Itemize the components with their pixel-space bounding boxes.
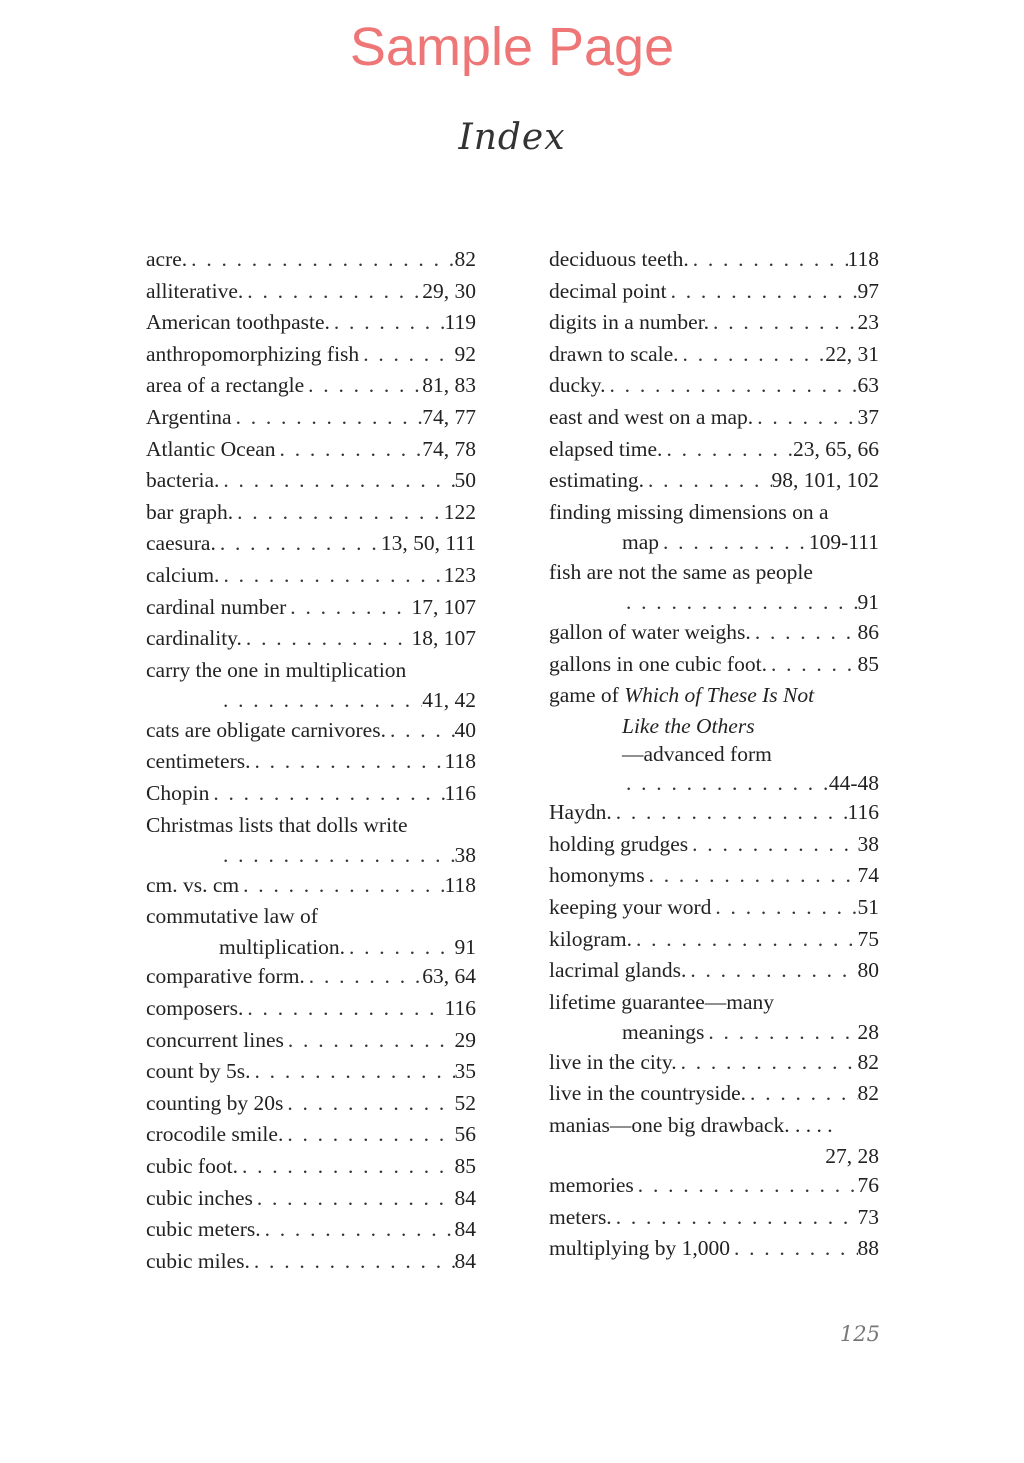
index-entry — [146, 276, 476, 308]
dot-leader — [284, 1025, 455, 1057]
index-pages: 119 — [444, 310, 476, 335]
index-pages: 92 — [454, 341, 476, 366]
index-pages: 118 — [444, 749, 476, 774]
dot-leader — [386, 715, 455, 747]
index-entry — [146, 1151, 476, 1183]
index-term: acre. — [146, 247, 188, 271]
dot-leader — [622, 769, 829, 798]
index-pages: 52 — [454, 1090, 476, 1115]
index-pages: 29, 30 — [422, 278, 476, 303]
dot-leader — [187, 244, 454, 276]
index-pages: 23 — [857, 310, 879, 335]
dot-leader — [233, 497, 444, 529]
dot-leader — [304, 370, 422, 402]
index-term: concurrent lines — [146, 1027, 284, 1052]
dot-leader — [219, 841, 455, 870]
index-term: memories — [549, 1173, 634, 1198]
index-term: anthropomorphizing fish — [146, 341, 360, 366]
index-pages: 116 — [847, 800, 879, 825]
index-term: Christmas lists that dolls write — [146, 812, 408, 837]
index-term-italic: Which of These Is Not — [624, 683, 815, 708]
index-term: holding grudges — [549, 831, 689, 856]
index-pages: 84 — [454, 1248, 476, 1273]
index-entry — [146, 715, 476, 747]
index-pages: 91 — [857, 590, 879, 615]
index-pages: 73 — [857, 1204, 879, 1229]
index-entry — [146, 434, 476, 466]
index-entry — [146, 961, 476, 993]
index-entry — [549, 307, 879, 339]
dot-leader — [261, 1214, 455, 1246]
dot-leader — [645, 860, 858, 892]
dot-leader — [677, 1047, 858, 1079]
index-pages: 82 — [857, 1049, 879, 1074]
index-entry — [146, 810, 476, 870]
index-entry — [549, 829, 879, 861]
index-entry — [146, 993, 476, 1025]
dot-leader — [219, 560, 443, 592]
index-entry — [549, 339, 879, 371]
index-term: kilogram. — [549, 926, 632, 951]
dot-leader — [753, 402, 857, 434]
index-pages: 84 — [454, 1185, 476, 1210]
index-pages: 51 — [857, 895, 879, 919]
dot-leader — [667, 276, 858, 308]
dot-leader — [305, 961, 422, 993]
index-term: deciduous teeth. — [549, 247, 689, 271]
index-subterm: —advanced form — [622, 742, 772, 767]
index-subterm: map — [622, 530, 660, 555]
index-entry — [549, 680, 879, 797]
index-left-column — [146, 244, 476, 1277]
index-term: fish are not the same as people — [549, 559, 813, 584]
index-pages: 27, 28 — [825, 1143, 879, 1168]
index-pages: 63, 64 — [422, 964, 476, 989]
index-term: counting by 20s — [146, 1090, 284, 1115]
dot-leader — [283, 1088, 454, 1120]
index-pages: 109-111 — [808, 530, 879, 555]
dot-leader — [359, 339, 454, 371]
index-term: gallon of water weighs. — [549, 619, 751, 644]
index-term: composers. — [146, 995, 244, 1020]
dot-leader — [688, 829, 857, 861]
index-entry — [549, 1078, 879, 1110]
dot-leader — [250, 746, 444, 778]
dot-leader — [689, 244, 848, 276]
index-pages: 17, 107 — [411, 594, 476, 619]
dot-leader — [704, 1018, 857, 1047]
index-pages: 75 — [857, 926, 879, 951]
index-entry — [146, 1025, 476, 1057]
index-pages: 86 — [857, 619, 879, 644]
dot-leader — [686, 955, 857, 987]
index-pages: 118 — [847, 247, 879, 271]
dot-leader — [711, 892, 857, 924]
index-entry — [549, 649, 879, 681]
index-entry — [549, 924, 879, 956]
index-pages: 22, 31 — [825, 341, 879, 366]
index-term: multiplying by 1,000 — [549, 1236, 730, 1261]
index-entry — [549, 1202, 879, 1234]
index-entry — [146, 1056, 476, 1088]
index-pages: 74, 78 — [422, 436, 476, 461]
index-term: comparative form. — [146, 964, 305, 989]
index-entry — [549, 434, 879, 466]
index-term: Atlantic Ocean — [146, 436, 276, 461]
dot-leader — [219, 686, 422, 715]
index-pages: 91 — [454, 934, 476, 959]
index-entry — [146, 560, 476, 592]
index-entry — [146, 497, 476, 529]
index-right-column — [549, 244, 879, 1265]
dot-leader — [219, 465, 454, 497]
index-entry — [146, 1214, 476, 1246]
index-entry — [146, 1246, 476, 1278]
index-entry — [146, 592, 476, 624]
index-pages: 35 — [454, 1059, 476, 1084]
index-pages: 41, 42 — [422, 688, 476, 713]
index-entry — [549, 955, 879, 987]
dot-leader — [238, 1151, 455, 1183]
dot-leader — [250, 1246, 455, 1278]
index-term: east and west on a map. — [549, 404, 754, 429]
index-term: Haydn. — [549, 800, 612, 825]
index-pages: 88 — [857, 1236, 879, 1261]
index-term: calcium. — [146, 562, 220, 587]
index-term: estimating. — [549, 468, 644, 493]
index-term-prefix: game of — [549, 683, 619, 708]
index-entry — [146, 778, 476, 810]
dot-leader — [330, 307, 445, 339]
page-title: Index — [458, 117, 566, 158]
index-pages: 40 — [454, 717, 476, 742]
index-pages: 38 — [857, 831, 879, 856]
index-term: meters. — [549, 1204, 612, 1229]
dot-leader — [232, 402, 423, 434]
index-pages: 85 — [454, 1153, 476, 1178]
index-subterm — [549, 712, 879, 741]
index-entry — [549, 370, 879, 402]
index-term: cardinal number — [146, 594, 287, 619]
index-pages: 18, 107 — [411, 626, 476, 651]
dot-leader — [239, 870, 444, 902]
dot-leader — [253, 1183, 455, 1215]
index-term: lifetime guarantee—many — [549, 989, 775, 1014]
index-entry — [549, 1170, 879, 1202]
index-term: live in the city. — [549, 1049, 677, 1074]
index-pages: 44-48 — [828, 770, 879, 795]
index-pages: 98, 101, 102 — [771, 468, 879, 493]
index-term: cubic miles. — [146, 1248, 250, 1273]
index-term: cardinality. — [146, 626, 242, 651]
index-pages: 118 — [444, 872, 476, 897]
index-pages: 56 — [454, 1122, 476, 1147]
index-entry — [146, 370, 476, 402]
index-term: homonyms — [549, 863, 645, 888]
index-pages: 74 — [857, 863, 879, 888]
index-entry — [549, 497, 879, 557]
index-entry — [146, 901, 476, 961]
index-term: live in the countryside. — [549, 1081, 747, 1106]
index-term: lacrimal glands. — [549, 958, 687, 983]
index-pages: 29 — [454, 1027, 476, 1052]
index-entry — [146, 1119, 476, 1151]
dot-leader — [751, 617, 858, 649]
index-pages: 74, 77 — [422, 404, 476, 429]
index-entry — [549, 465, 879, 497]
dot-leader — [345, 933, 455, 962]
sample-page-watermark: Sample Page — [349, 17, 675, 77]
index-entry — [549, 797, 879, 829]
dot-leader — [251, 1056, 455, 1088]
index-entry — [549, 617, 879, 649]
index-pages: 23, 65, 66 — [793, 436, 879, 461]
dot-leader — [216, 528, 381, 560]
index-term-italic: Like the Others — [622, 713, 755, 738]
dot-leader — [632, 924, 858, 956]
index-entry — [146, 465, 476, 497]
index-pages: 84 — [454, 1217, 476, 1242]
index-pages: 76 — [857, 1173, 879, 1198]
index-term: alliterative. — [146, 278, 244, 303]
index-term: caesura. — [146, 531, 216, 556]
dot-leader — [679, 339, 826, 371]
dot-leader — [659, 528, 809, 557]
index-term: finding missing dimensions on a — [549, 499, 829, 524]
index-entry — [146, 870, 476, 902]
dot-leader — [209, 778, 444, 810]
index-term: cats are obligate carnivores. — [146, 717, 386, 742]
index-term: commutative law of — [146, 904, 318, 929]
index-pages: 116 — [444, 995, 476, 1020]
index-term: cubic foot. — [146, 1153, 238, 1178]
index-entry — [549, 1110, 879, 1170]
index-term: crocodile smile. — [146, 1122, 284, 1147]
dot-leader — [622, 588, 858, 617]
index-pages: 50 — [454, 468, 476, 493]
index-entry — [549, 244, 879, 276]
index-pages: 38 — [454, 843, 476, 868]
index-pages: 123 — [443, 562, 476, 587]
index-pages: 82 — [857, 1081, 879, 1106]
index-entry — [146, 402, 476, 434]
dot-leader — [746, 1078, 857, 1110]
index-entry — [146, 528, 476, 560]
index-entry — [549, 987, 879, 1047]
dot-leader — [644, 465, 772, 497]
index-pages: 13, 50, 111 — [380, 531, 476, 556]
dot-leader — [242, 623, 412, 655]
index-pages: 28 — [857, 1020, 879, 1045]
index-entry — [549, 1233, 879, 1265]
dot-leader — [286, 592, 411, 624]
index-term: keeping your word — [549, 895, 712, 919]
index-entry — [146, 623, 476, 655]
index-pages: 116 — [444, 781, 476, 805]
index-pages: 81, 83 — [422, 373, 476, 398]
page-number: 125 — [839, 1322, 880, 1346]
index-entry — [146, 655, 476, 715]
index-pages: 63 — [857, 373, 879, 398]
index-entry — [146, 746, 476, 778]
dot-leader — [662, 434, 793, 466]
index-term: cubic inches — [146, 1185, 253, 1210]
dot-leader — [243, 276, 422, 308]
index-subterm: multiplication. — [219, 934, 345, 959]
dot-leader — [276, 434, 423, 466]
index-entry — [549, 276, 879, 308]
index-term: area of a rectangle — [146, 373, 305, 398]
index-pages: 82 — [454, 247, 476, 271]
index-term: bacteria. — [146, 468, 220, 493]
dot-leader — [283, 1119, 454, 1151]
index-entry — [146, 1183, 476, 1215]
index-entry — [146, 1088, 476, 1120]
index-entry — [146, 339, 476, 371]
index-term: Chopin — [146, 781, 210, 805]
index-term: elapsed time. — [549, 436, 663, 461]
index-entry — [146, 244, 476, 276]
index-term: cm. vs. cm — [146, 872, 240, 897]
index-pages: 37 — [857, 404, 879, 429]
index-pages: 85 — [857, 651, 879, 676]
index-pages: 97 — [857, 278, 879, 303]
index-term: gallons in one cubic foot. — [549, 651, 767, 676]
index-pages: 80 — [857, 958, 879, 983]
index-term: count by 5s. — [146, 1059, 251, 1084]
index-entry — [549, 860, 879, 892]
index-term — [549, 680, 879, 712]
index-entry — [549, 1047, 879, 1079]
dot-leader — [730, 1233, 858, 1265]
dot-leader — [243, 993, 444, 1025]
dot-leader — [612, 797, 848, 829]
index-term: bar graph. — [146, 499, 234, 524]
index-term: decimal point — [549, 278, 667, 303]
index-term: drawn to scale. — [549, 341, 679, 366]
dot-leader — [612, 1202, 858, 1234]
index-entry — [549, 892, 879, 924]
index-term: manias—one big drawback. . . . . — [549, 1113, 833, 1138]
dot-leader — [606, 370, 858, 402]
index-term: digits in a number. — [549, 310, 710, 335]
index-term: Argentina — [146, 404, 232, 429]
dot-leader — [634, 1170, 858, 1202]
index-term: ducky. — [549, 373, 606, 398]
index-pages: 122 — [443, 499, 476, 524]
dot-leader — [709, 307, 857, 339]
index-entry — [549, 557, 879, 617]
index-entry — [146, 307, 476, 339]
index-term: cubic meters. — [146, 1217, 261, 1242]
index-entry — [549, 402, 879, 434]
index-term: carry the one in multiplication — [146, 657, 407, 682]
index-term: centimeters. — [146, 749, 251, 774]
dot-leader — [767, 649, 858, 681]
index-subterm: meanings — [622, 1020, 705, 1045]
index-term: American toothpaste. — [146, 310, 330, 335]
